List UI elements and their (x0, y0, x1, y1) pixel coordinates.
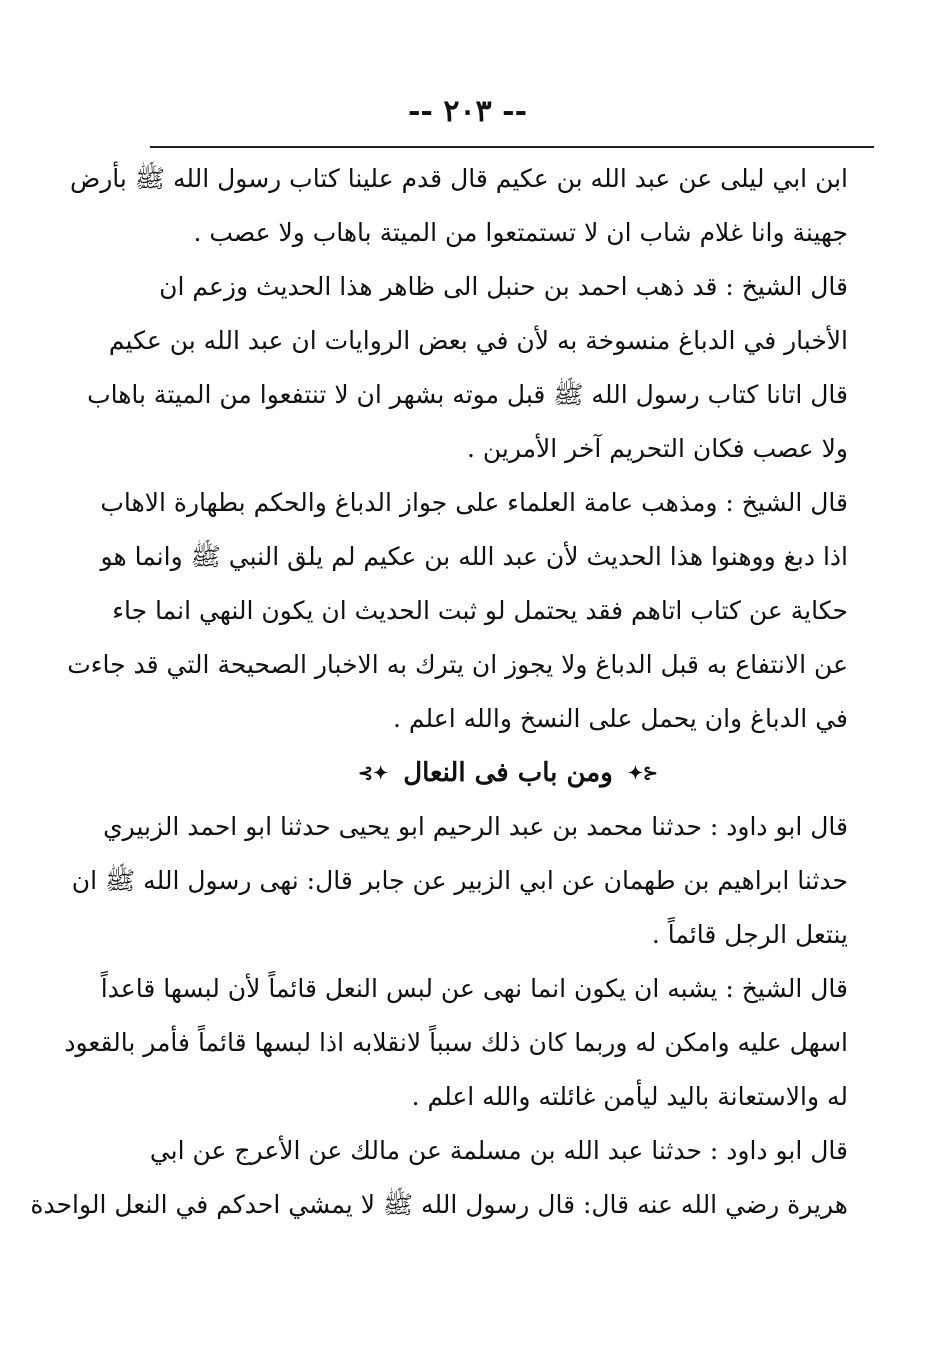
section-heading-text: ومن باب فى النعال (403, 758, 613, 788)
text-line: حدثنا ابراهيم بن طهمان عن ابي الزبير عن جابر قال: نهى رسول الله ﷺ ان (71, 866, 848, 895)
text-line: جهينة وانا غلام شاب ان لا تستمتعوا من الميتة باهاب ولا عصب . (193, 218, 848, 247)
text-line: اسهل عليه وامكن له وربما كان ذلك سبباً لانقلابه اذا لبسها قائماً فأمر بالقعود (64, 1028, 848, 1057)
text-line: في الدباغ وان يحمل على النسخ والله اعلم . (392, 704, 848, 733)
section-heading (168, 746, 848, 800)
text-line: هريرة رضي الله عنه قال: قال رسول الله ﷺ لا يمشي احدكم في النعل الواحدة (30, 1190, 848, 1219)
document-body (30, 152, 848, 1232)
text-line: حكاية عن كتاب اتاهم فقد يحتمل لو ثبت الحديث ان يكون النهي انما جاء (112, 596, 848, 625)
text-line: ولا عصب فكان التحريم آخر الأمرين . (466, 434, 848, 463)
text-line: قال اتانا كتاب رسول الله ﷺ قبل موته بشهر ان لا تنتفعوا من الميتة باهاب (87, 380, 848, 409)
text-line: ابن ابي ليلى عن عبد الله بن عكيم قال قدم علينا كتاب رسول الله ﷺ بأرض (69, 164, 848, 193)
text-line: قال الشيخ : قد ذهب احمد بن حنبل الى ظاهر هذا الحديث وزعم ان (159, 272, 848, 301)
text-line: قال ابو داود : حدثنا عبد الله بن مسلمة عن مالك عن الأعرج عن ابي (149, 1136, 848, 1165)
text-line: عن الانتفاع به قبل الدباغ ولا يجوز ان يترك به الاخبار الصحيحة التي قد جاءت (67, 650, 848, 679)
text-line: قال ابو داود : حدثنا محمد بن عبد الرحيم ابو يحيى حدثنا ابو احمد الزبيري (103, 812, 848, 841)
text-line: قال الشيخ : ومذهب عامة العلماء على جواز الدباغ والحكم بطهارة الاهاب (100, 488, 848, 517)
text-line: له والاستعانة باليد ليأمن غائلته والله اعلم . (411, 1082, 848, 1111)
page-number: -- ٢٠٣ -- (407, 94, 528, 129)
text-line: ينتعل الرجل قائماً . (651, 920, 848, 949)
text-line: الأخبار في الدباغ منسوخة به لأن في بعض الروايات ان عبد الله بن عكيم (108, 326, 848, 355)
text-line: اذا دبغ ووهنوا هذا الحديث لأن عبد الله بن عكيم لم يلق النبي ﷺ وانما هو (100, 542, 848, 571)
ornament-icon: ⊰✦ (627, 763, 658, 784)
text-line: قال الشيخ : يشبه ان يكون انما نهى عن لبس النعل قائماً لأن لبسها قاعداً (100, 974, 848, 1003)
ornament-icon: ✦⊱ (358, 763, 389, 784)
header-rule (150, 146, 874, 148)
